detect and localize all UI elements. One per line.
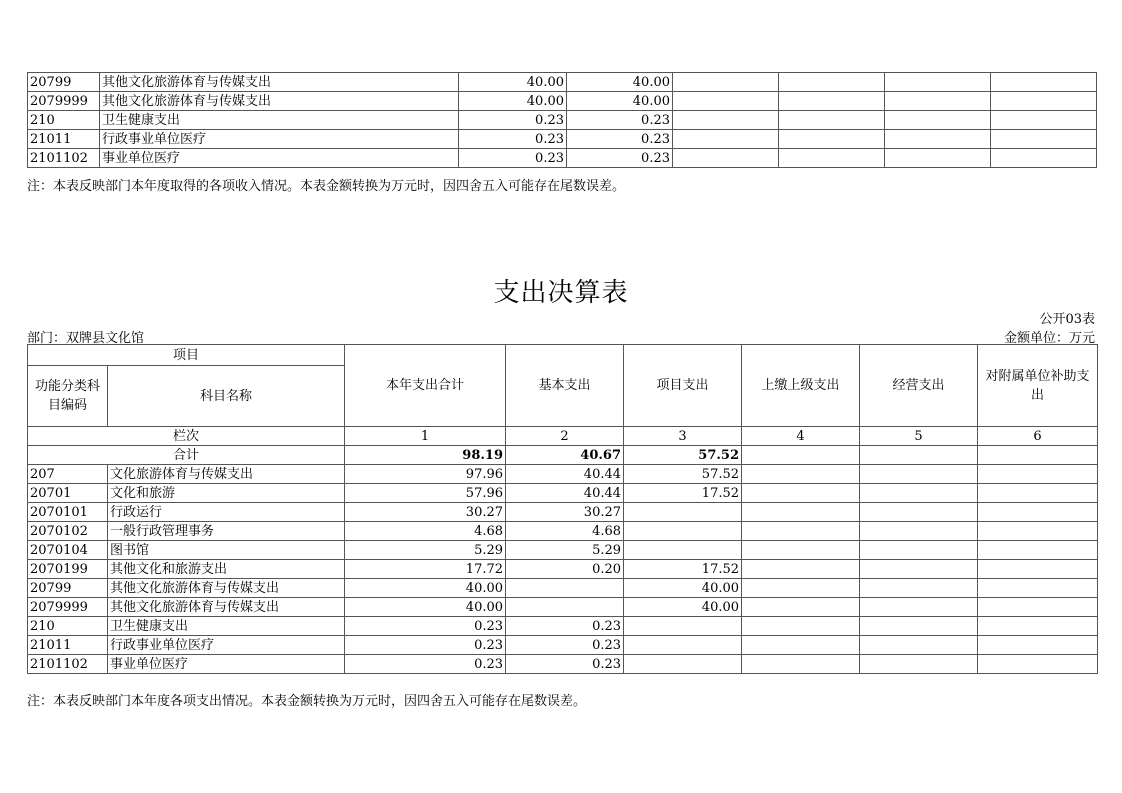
total-c5 [860,446,978,465]
cell-empty [779,149,885,168]
total-c3: 57.52 [624,446,742,465]
cell-empty [860,541,978,560]
cell-empty [779,111,885,130]
cell-name: 其他文化旅游体育与传媒支出 [108,579,345,598]
cell-empty [991,92,1097,111]
cell-c2: 30.27 [506,503,624,522]
cell-c3 [624,541,742,560]
cell-code: 2070199 [28,560,108,579]
cell-c3: 17.52 [624,484,742,503]
cell-empty [860,503,978,522]
cell-c1: 97.96 [345,465,506,484]
cell-c3: 40.00 [624,579,742,598]
cell-empty [742,465,860,484]
cell-name: 事业单位医疗 [100,149,459,168]
amount-unit-label: 金额单位：万元 [1003,331,1095,346]
cell-v1: 0.23 [459,111,567,130]
cell-v2: 0.23 [567,111,673,130]
cell-name: 行政事业单位医疗 [108,636,345,655]
table-row [28,617,1098,636]
table-row [28,465,1098,484]
form-number: 公开03表 [1039,312,1095,327]
cell-c1: 4.68 [345,522,506,541]
cell-empty [742,636,860,655]
cell-empty [742,484,860,503]
column-index-6: 6 [978,427,1098,446]
cell-empty [860,579,978,598]
cell-c1: 40.00 [345,598,506,617]
cell-empty [991,130,1097,149]
header-business-expense: 经营支出 [860,345,978,427]
cell-empty [779,73,885,92]
cell-c2: 4.68 [506,522,624,541]
cell-c2 [506,579,624,598]
cell-name: 卫生健康支出 [108,617,345,636]
total-c4 [742,446,860,465]
cell-c2 [506,598,624,617]
cell-empty [885,111,991,130]
total-c2: 40.67 [506,446,624,465]
cell-c1: 30.27 [345,503,506,522]
column-index-3: 3 [624,427,742,446]
cell-empty [742,541,860,560]
cell-name: 一般行政管理事务 [108,522,345,541]
cell-empty [860,598,978,617]
table-row [28,579,1098,598]
cell-code: 210 [28,111,100,130]
cell-c2: 0.23 [506,617,624,636]
cell-code: 20701 [28,484,108,503]
cell-c2: 0.23 [506,636,624,655]
cell-v1: 40.00 [459,73,567,92]
cell-v1: 40.00 [459,92,567,111]
total-c6 [978,446,1098,465]
cell-name: 其他文化和旅游支出 [108,560,345,579]
cell-code: 2079999 [28,92,100,111]
cell-code: 20799 [28,579,108,598]
header-total-expense: 本年支出合计 [345,345,506,427]
department-label: 部门：双牌县文化馆 [27,331,145,346]
cell-c1: 0.23 [345,617,506,636]
cell-code: 2079999 [28,598,108,617]
total-label: 合计 [28,446,345,465]
cell-code: 207 [28,465,108,484]
cell-empty [673,130,779,149]
cell-c1: 0.23 [345,655,506,674]
cell-empty [978,560,1098,579]
cell-code: 21011 [28,130,100,149]
cell-c1: 17.72 [345,560,506,579]
cell-v2: 0.23 [567,149,673,168]
column-index-4: 4 [742,427,860,446]
cell-code: 2101102 [28,655,108,674]
cell-name: 图书馆 [108,541,345,560]
cell-empty [978,465,1098,484]
cell-empty [885,92,991,111]
cell-v2: 0.23 [567,130,673,149]
table-row [28,541,1098,560]
cell-empty [991,111,1097,130]
cell-empty [742,560,860,579]
cell-c3 [624,636,742,655]
cell-code: 2101102 [28,149,100,168]
table-row [28,655,1098,674]
cell-c3: 40.00 [624,598,742,617]
cell-c2: 40.44 [506,465,624,484]
column-index-2: 2 [506,427,624,446]
cell-empty [991,149,1097,168]
cell-empty [885,73,991,92]
cell-name: 行政事业单位医疗 [100,130,459,149]
cell-empty [860,617,978,636]
cell-empty [978,522,1098,541]
cell-empty [978,484,1098,503]
cell-empty [978,541,1098,560]
page-title: 支出决算表 [493,278,629,308]
cell-name: 事业单位医疗 [108,655,345,674]
income-table-note: 注：本表反映部门本年度取得的各项收入情况。本表金额转换为万元时，因四舍五入可能存在尾数误差。 [27,179,626,194]
cell-v2: 40.00 [567,92,673,111]
cell-empty [860,484,978,503]
column-index-5: 5 [860,427,978,446]
cell-name: 卫生健康支出 [100,111,459,130]
table-row [28,130,1097,149]
cell-empty [860,522,978,541]
cell-empty [742,579,860,598]
cell-empty [779,130,885,149]
expense-table [27,344,1098,674]
header-subsidy-affiliates: 对附属单位补助支出 [978,345,1098,427]
header-subject-name: 科目名称 [108,366,345,427]
cell-c1: 0.23 [345,636,506,655]
cell-c3 [624,655,742,674]
cell-empty [978,617,1098,636]
cell-code: 2070104 [28,541,108,560]
cell-empty [673,111,779,130]
header-remit-upper: 上缴上级支出 [742,345,860,427]
cell-c3 [624,617,742,636]
cell-empty [860,655,978,674]
cell-c3 [624,522,742,541]
table-row [28,636,1098,655]
cell-name: 其他文化旅游体育与传媒支出 [108,598,345,617]
cell-code: 2070101 [28,503,108,522]
cell-empty [673,92,779,111]
cell-code: 210 [28,617,108,636]
cell-c2: 0.23 [506,655,624,674]
cell-empty [742,503,860,522]
cell-empty [742,598,860,617]
cell-name: 行政运行 [108,503,345,522]
table-row [28,111,1097,130]
cell-name: 文化旅游体育与传媒支出 [108,465,345,484]
expense-table-note: 注：本表反映部门本年度各项支出情况。本表金额转换为万元时，因四舍五入可能存在尾数误差。 [27,694,587,709]
table-row [28,149,1097,168]
cell-c3: 17.52 [624,560,742,579]
cell-empty [742,617,860,636]
total-c1: 98.19 [345,446,506,465]
cell-name: 文化和旅游 [108,484,345,503]
cell-empty [673,73,779,92]
cell-empty [742,522,860,541]
cell-code: 21011 [28,636,108,655]
header-function-code: 功能分类科目编码 [28,366,108,427]
cell-c2: 0.20 [506,560,624,579]
cell-empty [978,503,1098,522]
cell-empty [978,655,1098,674]
cell-c3: 57.52 [624,465,742,484]
cell-empty [885,149,991,168]
cell-v2: 40.00 [567,73,673,92]
header-item: 项目 [28,345,345,366]
table-row [28,598,1098,617]
table-row [28,503,1098,522]
header-project-expense: 项目支出 [624,345,742,427]
cell-name: 其他文化旅游体育与传媒支出 [100,92,459,111]
table-row [28,73,1097,92]
cell-empty [860,560,978,579]
cell-empty [978,598,1098,617]
cell-code: 20799 [28,73,100,92]
cell-empty [978,579,1098,598]
cell-v1: 0.23 [459,149,567,168]
table-row [28,522,1098,541]
cell-code: 2070102 [28,522,108,541]
cell-empty [860,636,978,655]
cell-c2: 40.44 [506,484,624,503]
column-index-1: 1 [345,427,506,446]
table-row [28,560,1098,579]
column-index-label: 栏次 [28,427,345,446]
cell-v1: 0.23 [459,130,567,149]
cell-empty [978,636,1098,655]
cell-empty [885,130,991,149]
cell-c2: 5.29 [506,541,624,560]
cell-empty [991,73,1097,92]
cell-empty [779,92,885,111]
cell-name: 其他文化旅游体育与传媒支出 [100,73,459,92]
cell-empty [742,655,860,674]
table-row [28,92,1097,111]
cell-c1: 40.00 [345,579,506,598]
income-table-continued [27,72,1097,168]
cell-empty [860,465,978,484]
cell-c3 [624,503,742,522]
table-row [28,484,1098,503]
cell-empty [673,149,779,168]
cell-c1: 57.96 [345,484,506,503]
header-basic-expense: 基本支出 [506,345,624,427]
cell-c1: 5.29 [345,541,506,560]
